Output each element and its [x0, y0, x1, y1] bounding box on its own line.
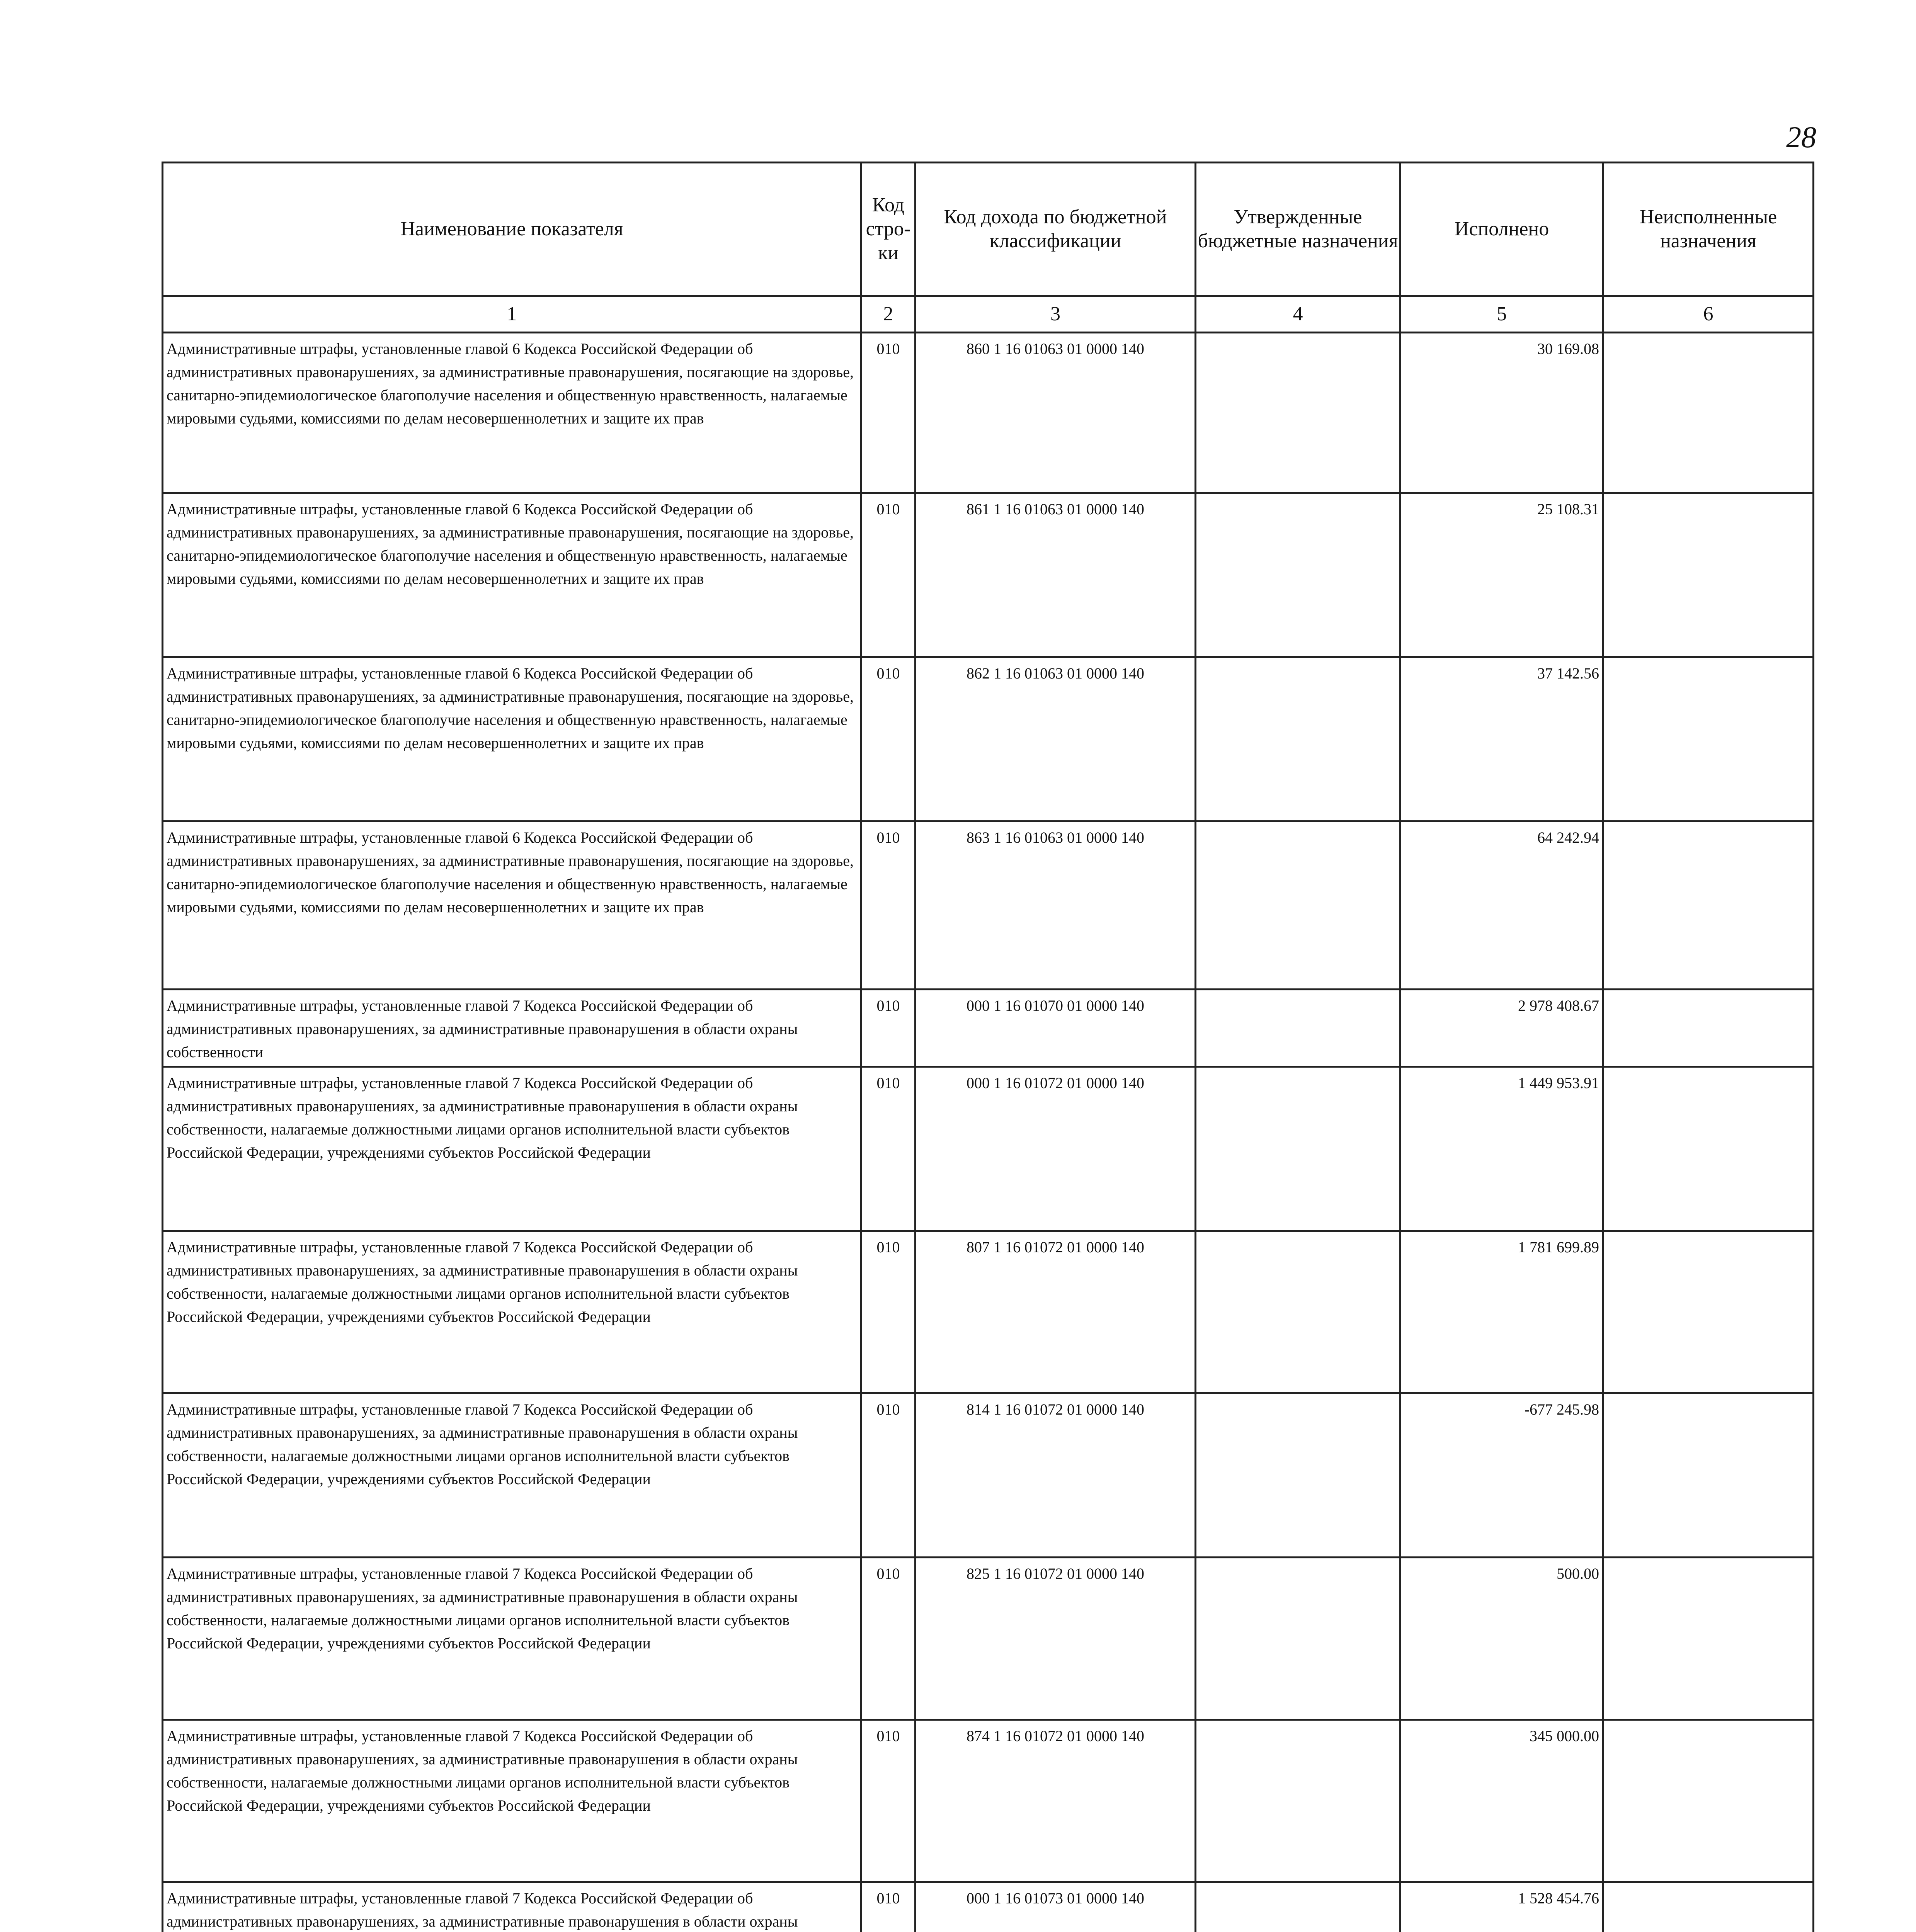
- approved-amount: [1196, 1393, 1400, 1558]
- column-number-row: [163, 296, 1814, 333]
- line-code: 010: [861, 1558, 915, 1720]
- indicator-name: Административные штрафы, установленные главой 7 Кодекса Российской Федерации об административных правонарушениях, за административные правонарушения в области охраны: [163, 1882, 861, 1932]
- unexecuted-amount: [1603, 657, 1814, 821]
- executed-amount: 25 108.31: [1400, 493, 1603, 657]
- column-number: 2: [861, 296, 915, 333]
- unexecuted-amount: [1603, 1720, 1814, 1882]
- income-code: 862 1 16 01063 01 0000 140: [915, 657, 1196, 821]
- executed-amount: -677 245.98: [1400, 1393, 1603, 1558]
- header-line-code: Код стро-ки: [861, 163, 915, 296]
- indicator-name: Административные штрафы, установленные главой 7 Кодекса Российской Федерации об административных правонарушениях, за административные правонарушения в области охраны собственности, налагаемые должностными лицами органов исполнительной власти субъектов Российской Федерации, учреждениями субъектов Российской Федерации: [163, 1067, 861, 1231]
- executed-amount: 1 781 699.89: [1400, 1231, 1603, 1393]
- column-number: 4: [1196, 296, 1400, 333]
- income-code: 825 1 16 01072 01 0000 140: [915, 1558, 1196, 1720]
- line-code: 010: [861, 333, 915, 493]
- header-income-code: Код дохода по бюджетной классификации: [915, 163, 1196, 296]
- table-row: [163, 821, 1814, 990]
- executed-amount: 500.00: [1400, 1558, 1603, 1720]
- unexecuted-amount: [1603, 1558, 1814, 1720]
- approved-amount: [1196, 821, 1400, 990]
- line-code: 010: [861, 1720, 915, 1882]
- approved-amount: [1196, 1067, 1400, 1231]
- header-row: [163, 163, 1814, 296]
- line-code: 010: [861, 1393, 915, 1558]
- table-row: [163, 1558, 1814, 1720]
- executed-amount: 1 449 953.91: [1400, 1067, 1603, 1231]
- table-row: [163, 333, 1814, 493]
- table-row: [163, 1720, 1814, 1882]
- indicator-name: Административные штрафы, установленные главой 7 Кодекса Российской Федерации об административных правонарушениях, за административные правонарушения в области охраны собственности: [163, 990, 861, 1067]
- indicator-name: Административные штрафы, установленные главой 6 Кодекса Российской Федерации об административных правонарушениях, за административные правонарушения, посягающие на здоровье, санитарно-эпидемиологическое благополучие населения и общественную нравственность, налагаемые мировыми судьями, комиссиями по делам несовершеннолетних и защите их прав: [163, 333, 861, 493]
- indicator-name: Административные штрафы, установленные главой 6 Кодекса Российской Федерации об административных правонарушениях, за административные правонарушения, посягающие на здоровье, санитарно-эпидемиологическое благополучие населения и общественную нравственность, налагаемые мировыми судьями, комиссиями по делам несовершеннолетних и защите их прав: [163, 493, 861, 657]
- header-unexecuted: Неисполненные назначения: [1603, 163, 1814, 296]
- header-executed: Исполнено: [1400, 163, 1603, 296]
- page-number: 28: [1786, 120, 1816, 154]
- column-number: 6: [1603, 296, 1814, 333]
- income-code: 000 1 16 01070 01 0000 140: [915, 990, 1196, 1067]
- line-code: 010: [861, 657, 915, 821]
- income-code: 814 1 16 01072 01 0000 140: [915, 1393, 1196, 1558]
- income-code: 863 1 16 01063 01 0000 140: [915, 821, 1196, 990]
- line-code: 010: [861, 493, 915, 657]
- line-code: 010: [861, 821, 915, 990]
- approved-amount: [1196, 333, 1400, 493]
- income-code: 874 1 16 01072 01 0000 140: [915, 1720, 1196, 1882]
- budget-execution-table: [162, 162, 1814, 1932]
- indicator-name: Административные штрафы, установленные главой 6 Кодекса Российской Федерации об административных правонарушениях, за административные правонарушения, посягающие на здоровье, санитарно-эпидемиологическое благополучие населения и общественную нравственность, налагаемые мировыми судьями, комиссиями по делам несовершеннолетних и защите их прав: [163, 821, 861, 990]
- unexecuted-amount: [1603, 1231, 1814, 1393]
- income-code: 861 1 16 01063 01 0000 140: [915, 493, 1196, 657]
- table-row: [163, 1231, 1814, 1393]
- unexecuted-amount: [1603, 493, 1814, 657]
- unexecuted-amount: [1603, 1067, 1814, 1231]
- line-code: 010: [861, 1067, 915, 1231]
- indicator-name: Административные штрафы, установленные главой 7 Кодекса Российской Федерации об административных правонарушениях, за административные правонарушения в области охраны собственности, налагаемые должностными лицами органов исполнительной власти субъектов Российской Федерации, учреждениями субъектов Российской Федерации: [163, 1393, 861, 1558]
- table-row: [163, 1882, 1814, 1932]
- table-row: [163, 493, 1814, 657]
- executed-amount: 345 000.00: [1400, 1720, 1603, 1882]
- line-code: 010: [861, 1231, 915, 1393]
- approved-amount: [1196, 657, 1400, 821]
- income-code: 860 1 16 01063 01 0000 140: [915, 333, 1196, 493]
- indicator-name: Административные штрафы, установленные главой 6 Кодекса Российской Федерации об административных правонарушениях, за административные правонарушения, посягающие на здоровье, санитарно-эпидемиологическое благополучие населения и общественную нравственность, налагаемые мировыми судьями, комиссиями по делам несовершеннолетних и защите их прав: [163, 657, 861, 821]
- header-approved: Утвержденные бюджетные назначения: [1196, 163, 1400, 296]
- executed-amount: 2 978 408.67: [1400, 990, 1603, 1067]
- header-indicator-name: Наименование показателя: [163, 163, 861, 296]
- column-number: 3: [915, 296, 1196, 333]
- approved-amount: [1196, 493, 1400, 657]
- line-code: 010: [861, 990, 915, 1067]
- table-row: [163, 1393, 1814, 1558]
- executed-amount: 1 528 454.76: [1400, 1882, 1603, 1932]
- unexecuted-amount: [1603, 821, 1814, 990]
- income-code: 807 1 16 01072 01 0000 140: [915, 1231, 1196, 1393]
- table-row: [163, 1067, 1814, 1231]
- approved-amount: [1196, 990, 1400, 1067]
- executed-amount: 64 242.94: [1400, 821, 1603, 990]
- table-row: [163, 657, 1814, 821]
- approved-amount: [1196, 1720, 1400, 1882]
- unexecuted-amount: [1603, 990, 1814, 1067]
- approved-amount: [1196, 1882, 1400, 1932]
- unexecuted-amount: [1603, 1882, 1814, 1932]
- income-code: 000 1 16 01073 01 0000 140: [915, 1882, 1196, 1932]
- unexecuted-amount: [1603, 1393, 1814, 1558]
- executed-amount: 37 142.56: [1400, 657, 1603, 821]
- table-row: [163, 990, 1814, 1067]
- line-code: 010: [861, 1882, 915, 1932]
- column-number: 5: [1400, 296, 1603, 333]
- unexecuted-amount: [1603, 333, 1814, 493]
- income-code: 000 1 16 01072 01 0000 140: [915, 1067, 1196, 1231]
- column-number: 1: [163, 296, 861, 333]
- indicator-name: Административные штрафы, установленные главой 7 Кодекса Российской Федерации об административных правонарушениях, за административные правонарушения в области охраны собственности, налагаемые должностными лицами органов исполнительной власти субъектов Российской Федерации, учреждениями субъектов Российской Федерации: [163, 1720, 861, 1882]
- indicator-name: Административные штрафы, установленные главой 7 Кодекса Российской Федерации об административных правонарушениях, за административные правонарушения в области охраны собственности, налагаемые должностными лицами органов исполнительной власти субъектов Российской Федерации, учреждениями субъектов Российской Федерации: [163, 1558, 861, 1720]
- indicator-name: Административные штрафы, установленные главой 7 Кодекса Российской Федерации об административных правонарушениях, за административные правонарушения в области охраны собственности, налагаемые должностными лицами органов исполнительной власти субъектов Российской Федерации, учреждениями субъектов Российской Федерации: [163, 1231, 861, 1393]
- table-body: [163, 333, 1814, 1932]
- approved-amount: [1196, 1231, 1400, 1393]
- executed-amount: 30 169.08: [1400, 333, 1603, 493]
- approved-amount: [1196, 1558, 1400, 1720]
